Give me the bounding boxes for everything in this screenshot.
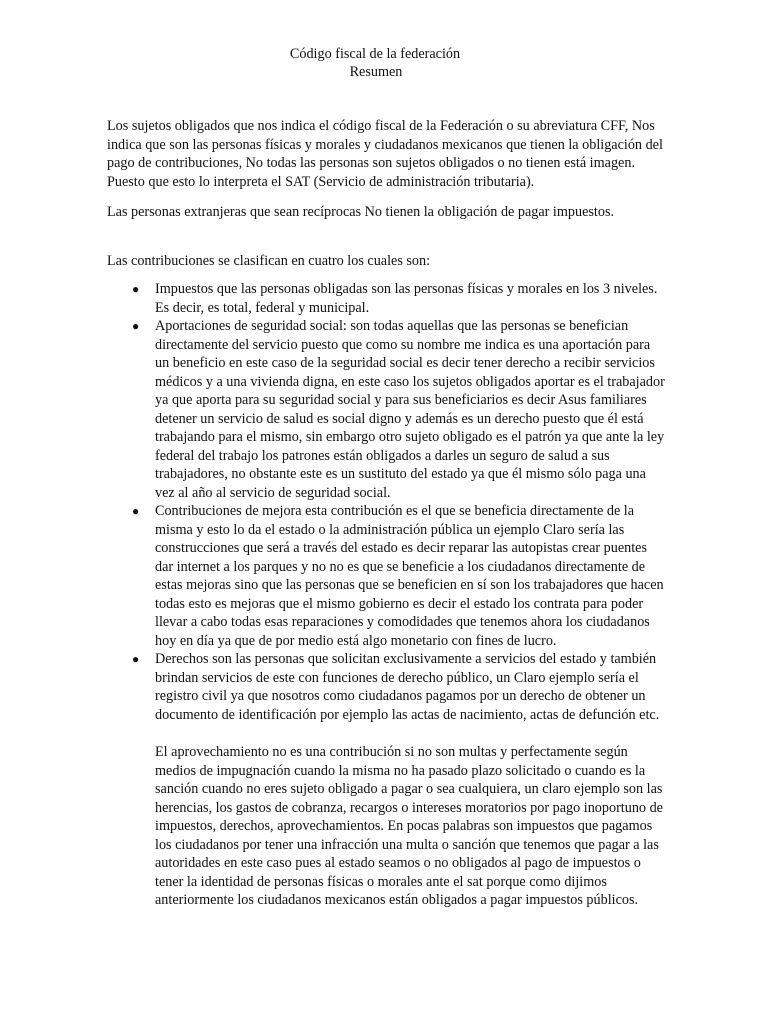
list-item-text: Contribuciones de mejora esta contribución es el que se beneficia directamente de la misma y esto lo da el estado o la administración pública un ejemplo Claro sería las construcciones que será a través del estado es decir reparar las autopistas crear puentes dar internet a los parques y no no es que se beneficie a los ciudadanos directamente de estas mejoras sino que las personas que se beneficien en sí son los trabajadores que hacen todas esto es mejoras que el mismo gobierno es decir el estado los contrata para poder llevar a cabo todas esas reparaciones y comodidades que tenemos ahora los ciudadanos hoy en día ya que de por medio está algo monetario con fines de lucro. bbox=[155, 503, 664, 649]
document-subtitle: Resumen bbox=[349, 64, 403, 80]
list-item-text: Aportaciones de seguridad social: son todas aquellas que las personas se benefician directamente del servicio puesto que como su nombre me indica es una aportación para un beneficio en este caso de la seguridad social es decir tener derecho a recibir servicios médicos y a una vivienda digna, en este caso los sujetos obligados aportar es el trabajador ya que aporta para su seguridad social y para sus beneficiarios es decir Asus familiares detener un servicio de salud es social digno y además es un derecho puesto que él está trabajando para el mismo, sin embargo otro sujeto obligado es el patrón ya que ante la ley federal del trabajo los patrones están obligados a darles un seguro de salud a sus trabajadores, no obstante este es un sustituto del estado ya que él mismo sólo paga una vez al año al servicio de seguridad social. bbox=[155, 318, 665, 501]
bullet-icon: ● bbox=[132, 282, 140, 296]
paragraph-aprovechamiento: El aprovechamiento no es una contribución si no son multas y perfectamente según medios de impugnación cuando la misma no ha pasado plazo solicitado o cuando es la sanción cuando no eres sujeto obligado a pagar o sea cualquiera, un claro ejemplo son las herencias, los gastos de cobranza, recargos o intereses moratorios por pago inoportuno de impuestos, derechos, aprovechamientos. En pocas palabras son impuestos que pagamos los ciudadanos por tener una infracción una multa o sanción que tenemos que pagar a las autoridades en este caso pues al estado seamos o no obligados al pago de impuestos o tener la identidad de personas físicas o morales ante el sat porque como dijimos anteriormente los ciudadanos mexicanos están obligados a pagar impuestos públicos. bbox=[155, 744, 663, 908]
paragraph-intro: Los sujetos obligados que nos indica el código fiscal de la Federación o su abreviatura CFF, Nos indica que son las personas físicas y morales y ciudadanos mexicanos que tienen la obligación del pago de contribuciones, No todas las personas son sujetos obligados o no tienen está imagen. Puesto que esto lo interpreta el SAT (Servicio de administración tributaria). bbox=[107, 118, 663, 190]
bullet-icon: ● bbox=[132, 319, 140, 333]
title-block bbox=[0, 45, 768, 81]
list-item bbox=[107, 280, 667, 317]
bullet-icon: ● bbox=[132, 652, 140, 666]
contributions-list bbox=[107, 280, 667, 724]
bullet-icon: ● bbox=[132, 504, 140, 518]
document-body bbox=[107, 117, 667, 910]
paragraph-foreigners: Las personas extranjeras que sean recíprocas No tienen la obligación de pagar impuestos. bbox=[107, 204, 615, 220]
list-item bbox=[107, 317, 667, 502]
list-item-text: Impuestos que las personas obligadas son las personas físicas y morales en los 3 niveles. Es decir, es total, federal y municipal. bbox=[155, 281, 658, 316]
list-item bbox=[107, 502, 667, 650]
paragraph-classification: Las contribuciones se clasifican en cuatro los cuales son: bbox=[107, 252, 431, 269]
list-item-text: Derechos son las personas que solicitan exclusivamente a servicios del estado y también brindan servicios de este con funciones de derecho público, un Claro ejemplo sería el registro civil ya que nosotros como ciudadanos pagamos por un derecho de obtener un documento de identificación por ejemplo las actas de nacimiento, actas de defunción etc. bbox=[155, 651, 660, 723]
document-title: Código fiscal de la federación bbox=[289, 46, 461, 62]
list-item bbox=[107, 650, 667, 724]
